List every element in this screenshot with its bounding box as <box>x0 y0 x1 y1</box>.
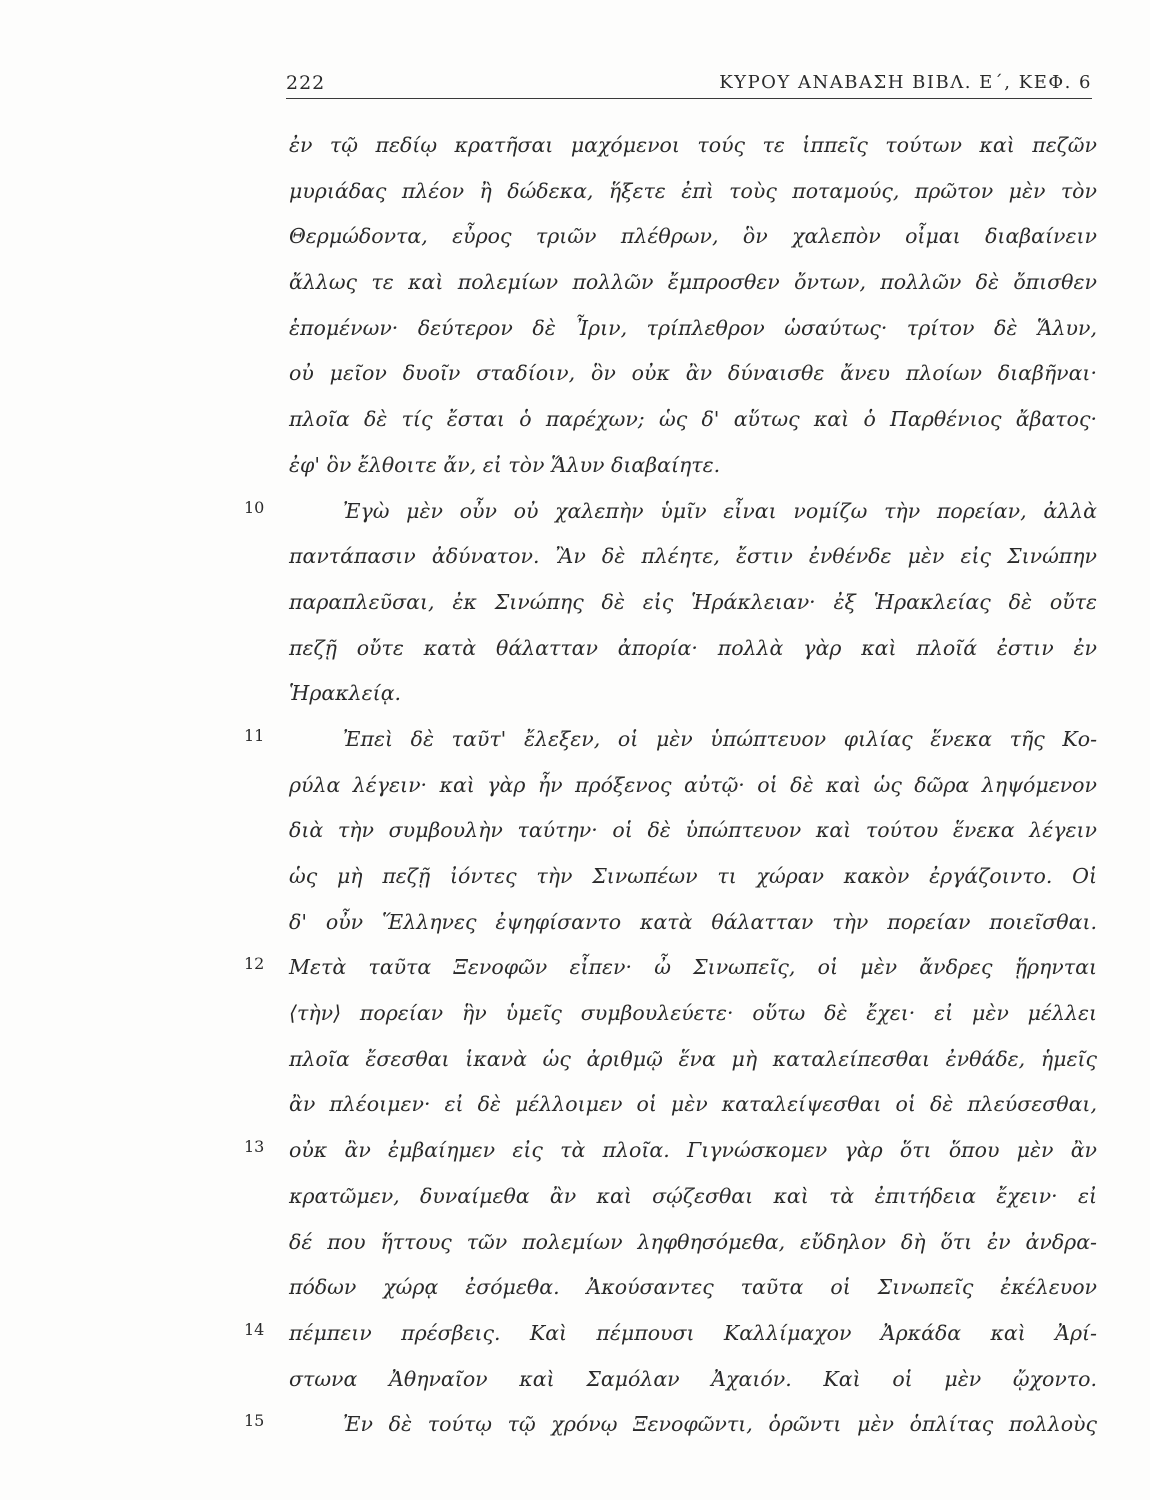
line-text: Ἡρακλείᾳ. <box>289 681 402 706</box>
text-line <box>0 1044 1150 1090</box>
line-text: πλοῖα ἔσεσθαι ἱκανὰ ὡς ἀριθμῷ ἕνα μὴ καταλείπεσθαι ἐνθάδε, ἡμεῖς <box>289 1046 1097 1071</box>
text-line <box>0 313 1150 359</box>
line-text: ὡς μὴ πεζῇ ἰόντες τὴν Σινωπέων τι χώραν κακὸν ἐργάζοιντο. Οἱ <box>289 864 1097 888</box>
text-line <box>0 770 1150 816</box>
text-line <box>0 404 1150 450</box>
greek-text-body <box>0 130 1150 1455</box>
text-line <box>0 130 1150 176</box>
line-text: ἐφ' ὃν ἔλθοιτε ἄν, εἰ τὸν Ἅλυν διαβαίητε. <box>289 452 721 477</box>
text-line <box>0 907 1150 953</box>
line-text: δέ που ἥττους τῶν πολεμίων ληφθησόμεθα, εὔδηλον δὴ ὅτι ἐν ἀνδρα- <box>289 1229 1097 1254</box>
line-text: ἄλλως τε καὶ πολεμίων πολλῶν ἔμπροσθεν ὄντων, πολλῶν δὲ ὄπισθεν <box>289 270 1097 295</box>
line-text: πόδων χώρᾳ ἐσόμεθα. Ἀκούσαντες ταῦτα οἱ Σινωπεῖς ἐκέλευον <box>289 1275 1097 1300</box>
text-line <box>0 1089 1150 1135</box>
text-line <box>0 496 1150 542</box>
text-line <box>0 1135 1150 1181</box>
line-text: ἐν τῷ πεδίῳ κρατῆσαι μαχόμενοι τούς τε ἱππεῖς τούτων καὶ πεζῶν <box>289 133 1097 157</box>
text-line <box>0 861 1150 907</box>
line-text: παντάπασιν ἀδύνατον. Ἂν δὲ πλέητε, ἔστιν ἐνθένδε μὲν εἰς Σινώπην <box>289 544 1097 569</box>
text-line <box>0 541 1150 587</box>
line-text: Ἐν δὲ τούτῳ τῷ χρόνῳ Ξενοφῶντι, ὁρῶντι μὲν ὁπλίτας πολλοὺς <box>343 1412 1097 1437</box>
line-text: παραπλεῦσαι, ἐκ Σινώπης δὲ εἰς Ἡράκλειαν· ἐξ Ἡρακλείας δὲ οὔτε <box>289 589 1097 614</box>
text-line <box>0 678 1150 724</box>
running-head: ΚΥΡΟΥ ΑΝΑΒΑΣΗ ΒΙΒΛ. Ε΄, ΚΕΦ. 6 <box>719 72 1092 93</box>
text-line <box>0 267 1150 313</box>
text-line <box>0 998 1150 1044</box>
text-line <box>0 724 1150 770</box>
text-line <box>0 587 1150 633</box>
page-number: 222 <box>286 72 326 94</box>
section-number: 10 <box>244 497 265 517</box>
line-text: ⟨τὴν⟩ πορείαν ἣν ὑμεῖς συμβουλεύετε· οὕτω δὲ ἔχει· εἰ μὲν μέλλει <box>289 1001 1097 1026</box>
section-number: 14 <box>244 1319 265 1339</box>
line-text: στωνα Ἀθηναῖον καὶ Σαμόλαν Ἀχαιόν. Καὶ οἱ μὲν ᾤχοντο. <box>289 1366 1097 1391</box>
section-number: 11 <box>244 725 265 745</box>
line-text: δ' οὖν Ἕλληνες ἐψηφίσαντο κατὰ θάλατταν τὴν πορείαν ποιεῖσθαι. <box>289 909 1097 934</box>
text-line <box>0 358 1150 404</box>
line-text: οὐ μεῖον δυοῖν σταδίοιν, ὃν οὐκ ἂν δύναισθε ἄνευ πλοίων διαβῆναι· <box>289 361 1097 386</box>
line-text: διὰ τὴν συμβουλὴν ταύτην· οἱ δὲ ὑπώπτευον καὶ τούτου ἕνεκα λέγειν <box>289 818 1097 843</box>
line-text: κρατῶμεν, δυναίμεθα ἂν καὶ σῴζεσθαι καὶ τὰ ἐπιτήδεια ἔχειν· εἰ <box>289 1183 1097 1208</box>
line-text: πέμπειν πρέσβεις. Καὶ πέμπουσι Καλλίμαχον Ἀρκάδα καὶ Ἀρί- <box>289 1320 1097 1345</box>
line-text: Θερμώδοντα, εὖρος τριῶν πλέθρων, ὃν χαλεπὸν οἶμαι διαβαίνειν <box>289 224 1097 249</box>
line-text: Μετὰ ταῦτα Ξενοφῶν εἶπεν· ὦ Σινωπεῖς, οἱ μὲν ἄνδρες ᾕρηνται <box>289 955 1097 980</box>
text-line <box>0 1181 1150 1227</box>
line-text: οὐκ ἂν ἐμβαίημεν εἰς τὰ πλοῖα. Γιγνώσκομεν γὰρ ὅτι ὅπου μὲν ἂν <box>289 1138 1097 1163</box>
text-line <box>0 176 1150 222</box>
text-line <box>0 221 1150 267</box>
text-line <box>0 1272 1150 1318</box>
line-text: ρύλα λέγειν· καὶ γὰρ ἦν πρόξενος αὐτῷ· οἱ δὲ καὶ ὡς δῶρα ληψόμενον <box>289 772 1097 797</box>
text-line <box>0 450 1150 496</box>
line-text: Ἐγὼ μὲν οὖν οὐ χαλεπὴν ὑμῖν εἶναι νομίζω τὴν πορείαν, ἀλλὰ <box>343 498 1097 523</box>
line-text: Ἐπεὶ δὲ ταῦτ' ἔλεξεν, οἱ μὲν ὑπώπτευον φιλίας ἕνεκα τῆς Κο- <box>343 726 1097 751</box>
header-rule <box>286 98 1092 99</box>
section-number: 13 <box>244 1137 265 1157</box>
text-line <box>0 1227 1150 1273</box>
line-text: πεζῇ οὔτε κατὰ θάλατταν ἀπορία· πολλὰ γὰρ καὶ πλοῖά ἐστιν ἐν <box>289 635 1097 660</box>
section-number: 12 <box>244 954 265 974</box>
text-line <box>0 1364 1150 1410</box>
line-text: ἂν πλέοιμεν· εἰ δὲ μέλλοιμεν οἱ μὲν καταλείψεσθαι οἱ δὲ πλεύσεσθαι, <box>289 1092 1097 1117</box>
text-line <box>0 815 1150 861</box>
section-number: 15 <box>244 1411 265 1431</box>
text-line <box>0 1318 1150 1364</box>
page-header <box>286 68 1092 100</box>
line-text: μυριάδας πλέον ἢ δώδεκα, ἥξετε ἐπὶ τοὺς ποταμούς, πρῶτον μὲν τὸν <box>289 178 1097 203</box>
line-text: ἑπομένων· δεύτερον δὲ Ἶριν, τρίπλεθρον ὡσαύτως· τρίτον δὲ Ἅλυν, <box>289 315 1097 340</box>
line-text: πλοῖα δὲ τίς ἔσται ὁ παρέχων; ὡς δ' αὕτως καὶ ὁ Παρθένιος ἄβατος· <box>289 407 1097 432</box>
text-line <box>0 1409 1150 1455</box>
text-line <box>0 633 1150 679</box>
text-line <box>0 952 1150 998</box>
